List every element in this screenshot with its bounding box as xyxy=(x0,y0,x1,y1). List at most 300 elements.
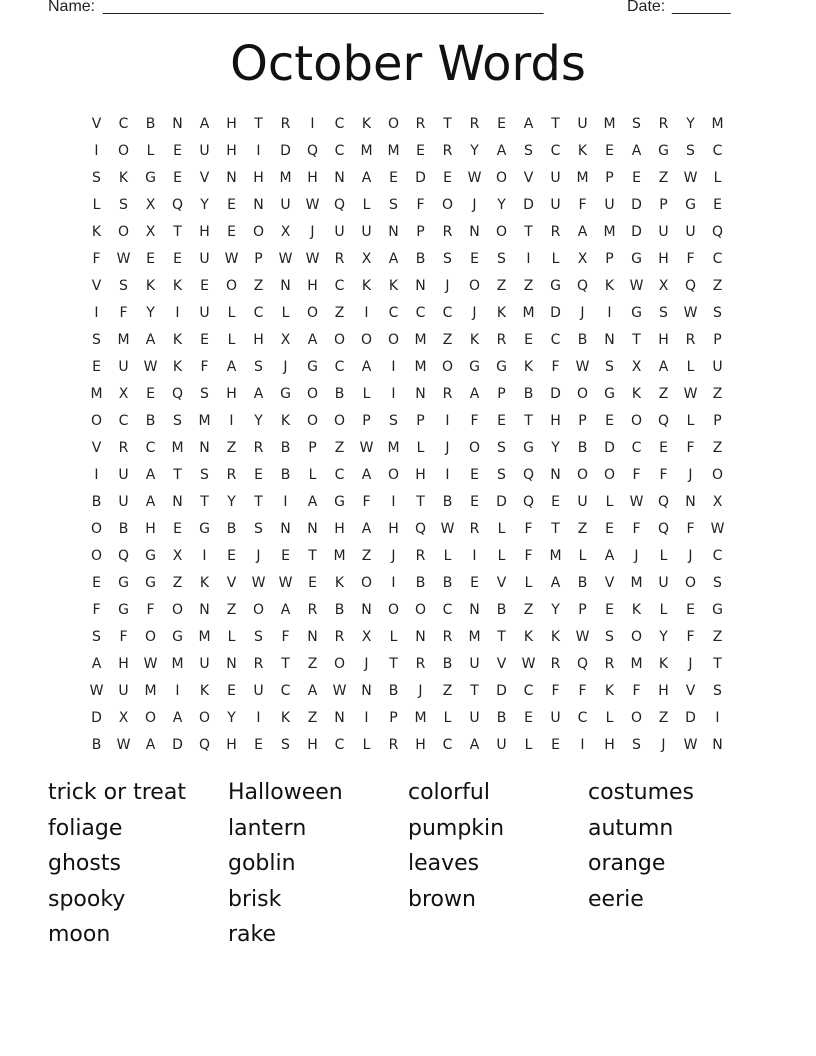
grid-letter[interactable]: T xyxy=(524,224,533,240)
grid-letter[interactable]: M xyxy=(522,305,535,321)
grid-letter[interactable]: M xyxy=(279,170,292,186)
grid-letter[interactable]: I xyxy=(94,467,99,483)
grid-letter[interactable]: K xyxy=(631,386,642,402)
grid-letter[interactable]: X xyxy=(118,710,129,726)
grid-letter[interactable]: O xyxy=(306,305,319,321)
grid-letter[interactable]: O xyxy=(387,467,400,483)
grid-letter[interactable]: T xyxy=(551,116,560,132)
grid-letter[interactable]: H xyxy=(658,332,669,348)
grid-letter[interactable]: G xyxy=(172,629,183,645)
grid-letter[interactable]: R xyxy=(469,521,480,537)
grid-letter[interactable]: S xyxy=(119,278,128,294)
grid-letter[interactable]: N xyxy=(334,710,345,726)
grid-letter[interactable]: H xyxy=(415,737,426,753)
grid-letter[interactable]: X xyxy=(712,494,723,510)
grid-letter[interactable]: E xyxy=(146,386,155,402)
grid-letter[interactable]: E xyxy=(254,737,263,753)
grid-letter[interactable]: I xyxy=(472,548,477,564)
grid-letter[interactable]: R xyxy=(334,629,345,645)
grid-letter[interactable]: Q xyxy=(198,737,211,753)
grid-letter[interactable]: C xyxy=(631,440,642,456)
grid-letter[interactable]: O xyxy=(333,656,346,672)
grid-letter[interactable]: R xyxy=(415,116,426,132)
grid-letter[interactable]: J xyxy=(580,305,585,321)
grid-letter[interactable]: Q xyxy=(117,548,130,564)
name-field[interactable]: _____________________________________________________ xyxy=(103,0,543,15)
grid-letter[interactable]: F xyxy=(524,548,533,564)
grid-letter[interactable]: N xyxy=(280,521,291,537)
grid-letter[interactable]: M xyxy=(171,656,184,672)
grid-letter[interactable]: G xyxy=(604,386,615,402)
grid-letter[interactable]: L xyxy=(443,548,452,564)
grid-letter[interactable]: I xyxy=(580,737,585,753)
grid-letter[interactable]: C xyxy=(442,737,453,753)
grid-letter[interactable]: F xyxy=(362,494,371,510)
grid-letter[interactable]: Z xyxy=(712,440,723,456)
grid-letter[interactable]: X xyxy=(145,197,156,213)
grid-letter[interactable]: M xyxy=(198,413,211,429)
grid-letter[interactable]: G xyxy=(307,359,318,375)
grid-letter[interactable]: U xyxy=(118,467,129,483)
grid-letter[interactable]: P xyxy=(713,413,722,429)
grid-letter[interactable]: M xyxy=(198,629,211,645)
grid-letter[interactable]: L xyxy=(146,143,155,159)
grid-letter[interactable]: Z xyxy=(307,656,318,672)
grid-letter[interactable]: O xyxy=(144,710,157,726)
grid-letter[interactable]: O xyxy=(603,467,616,483)
grid-letter[interactable]: R xyxy=(469,116,480,132)
grid-letter[interactable]: M xyxy=(387,143,400,159)
grid-letter[interactable]: U xyxy=(199,251,210,267)
grid-letter[interactable]: R xyxy=(415,656,426,672)
grid-letter[interactable]: F xyxy=(92,602,101,618)
grid-letter[interactable]: H xyxy=(307,170,318,186)
grid-letter[interactable]: L xyxy=(227,332,236,348)
grid-letter[interactable]: H xyxy=(388,521,399,537)
grid-letter[interactable]: F xyxy=(524,521,533,537)
grid-letter[interactable]: M xyxy=(630,575,643,591)
grid-letter[interactable]: O xyxy=(306,386,319,402)
grid-letter[interactable]: E xyxy=(308,575,317,591)
grid-letter[interactable]: T xyxy=(551,521,560,537)
grid-letter[interactable]: R xyxy=(550,656,561,672)
grid-letter[interactable]: L xyxy=(686,359,695,375)
grid-letter[interactable]: P xyxy=(416,224,425,240)
grid-letter[interactable]: W xyxy=(710,521,725,537)
grid-letter[interactable]: E xyxy=(92,359,101,375)
grid-letter[interactable]: O xyxy=(333,413,346,429)
grid-letter[interactable]: Z xyxy=(253,278,264,294)
grid-letter[interactable]: C xyxy=(253,305,264,321)
grid-letter[interactable]: N xyxy=(388,224,399,240)
grid-letter[interactable]: E xyxy=(254,467,263,483)
grid-letter[interactable]: K xyxy=(550,629,561,645)
grid-letter[interactable]: U xyxy=(712,359,723,375)
grid-letter[interactable]: D xyxy=(550,386,561,402)
grid-letter[interactable]: A xyxy=(145,494,156,510)
grid-letter[interactable]: Z xyxy=(442,332,453,348)
grid-letter[interactable]: Y xyxy=(227,494,236,510)
grid-letter[interactable]: B xyxy=(523,386,534,402)
grid-letter[interactable]: G xyxy=(118,602,129,618)
grid-letter[interactable]: R xyxy=(442,224,453,240)
grid-letter[interactable]: P xyxy=(416,413,425,429)
grid-letter[interactable]: B xyxy=(280,467,291,483)
grid-letter[interactable]: D xyxy=(496,683,507,699)
grid-letter[interactable]: K xyxy=(199,683,210,699)
grid-letter[interactable]: L xyxy=(686,413,695,429)
grid-letter[interactable]: C xyxy=(334,143,345,159)
grid-letter[interactable]: I xyxy=(607,305,612,321)
grid-letter[interactable]: K xyxy=(145,278,156,294)
grid-letter[interactable]: B xyxy=(577,332,588,348)
grid-letter[interactable]: W xyxy=(575,359,590,375)
grid-letter[interactable]: K xyxy=(496,305,507,321)
grid-letter[interactable]: U xyxy=(577,494,588,510)
grid-letter[interactable]: Y xyxy=(200,197,209,213)
grid-letter[interactable]: V xyxy=(604,575,615,591)
grid-letter[interactable]: M xyxy=(333,548,346,564)
grid-letter[interactable]: I xyxy=(364,305,369,321)
grid-letter[interactable]: J xyxy=(283,359,288,375)
grid-letter[interactable]: I xyxy=(526,251,531,267)
grid-letter[interactable]: D xyxy=(415,170,426,186)
grid-letter[interactable]: D xyxy=(91,710,102,726)
grid-letter[interactable]: S xyxy=(254,629,263,645)
grid-letter[interactable]: T xyxy=(389,656,398,672)
grid-letter[interactable]: W xyxy=(224,251,239,267)
grid-letter[interactable]: D xyxy=(172,737,183,753)
grid-letter[interactable]: C xyxy=(118,413,129,429)
grid-letter[interactable]: E xyxy=(146,251,155,267)
grid-letter[interactable]: Z xyxy=(658,386,669,402)
grid-letter[interactable]: L xyxy=(605,710,614,726)
grid-letter[interactable]: L xyxy=(416,440,425,456)
date-field[interactable]: _______ xyxy=(672,0,731,15)
word-search-grid[interactable] xyxy=(83,111,731,759)
grid-letter[interactable]: O xyxy=(333,332,346,348)
grid-letter[interactable]: E xyxy=(470,467,479,483)
grid-letter[interactable]: V xyxy=(91,116,102,132)
grid-letter[interactable]: K xyxy=(604,683,615,699)
grid-letter[interactable]: U xyxy=(334,224,345,240)
grid-letter[interactable]: O xyxy=(306,413,319,429)
grid-letter[interactable]: W xyxy=(683,170,698,186)
grid-letter[interactable]: Z xyxy=(523,602,534,618)
grid-letter[interactable]: Z xyxy=(577,521,588,537)
grid-letter[interactable]: E xyxy=(632,170,641,186)
grid-letter[interactable]: C xyxy=(712,548,723,564)
grid-letter[interactable]: E xyxy=(686,602,695,618)
grid-letter[interactable]: D xyxy=(280,143,291,159)
grid-letter[interactable]: S xyxy=(632,737,641,753)
grid-letter[interactable]: O xyxy=(90,521,103,537)
grid-letter[interactable]: A xyxy=(172,710,183,726)
grid-letter[interactable]: S xyxy=(497,440,506,456)
grid-letter[interactable]: N xyxy=(469,224,480,240)
grid-letter[interactable]: Y xyxy=(227,710,236,726)
grid-letter[interactable]: D xyxy=(631,197,642,213)
grid-letter[interactable]: V xyxy=(226,575,237,591)
grid-letter[interactable]: E xyxy=(200,278,209,294)
grid-letter[interactable]: L xyxy=(389,629,398,645)
grid-letter[interactable]: V xyxy=(199,170,210,186)
grid-letter[interactable]: B xyxy=(334,386,345,402)
grid-letter[interactable]: F xyxy=(632,683,641,699)
grid-letter[interactable]: J xyxy=(256,548,261,564)
grid-letter[interactable]: U xyxy=(604,197,615,213)
grid-letter[interactable]: H xyxy=(226,386,237,402)
grid-letter[interactable]: A xyxy=(496,143,507,159)
grid-letter[interactable]: I xyxy=(391,575,396,591)
grid-letter[interactable]: O xyxy=(441,359,454,375)
grid-letter[interactable]: O xyxy=(630,629,643,645)
grid-letter[interactable]: X xyxy=(118,386,129,402)
grid-letter[interactable]: W xyxy=(305,197,320,213)
grid-letter[interactable]: U xyxy=(685,224,696,240)
grid-letter[interactable]: C xyxy=(550,332,561,348)
grid-letter[interactable]: U xyxy=(577,116,588,132)
grid-letter[interactable]: S xyxy=(254,521,263,537)
grid-letter[interactable]: H xyxy=(226,143,237,159)
grid-letter[interactable]: K xyxy=(118,170,129,186)
grid-letter[interactable]: B xyxy=(145,116,156,132)
grid-letter[interactable]: A xyxy=(307,332,318,348)
grid-letter[interactable]: E xyxy=(524,710,533,726)
grid-letter[interactable]: N xyxy=(685,494,696,510)
grid-letter[interactable]: E xyxy=(713,197,722,213)
grid-letter[interactable]: Z xyxy=(658,170,669,186)
grid-letter[interactable]: B xyxy=(388,683,399,699)
grid-letter[interactable]: A xyxy=(91,656,102,672)
grid-letter[interactable]: E xyxy=(470,494,479,510)
grid-letter[interactable]: G xyxy=(145,170,156,186)
grid-letter[interactable]: Z xyxy=(658,710,669,726)
grid-letter[interactable]: N xyxy=(307,521,318,537)
grid-letter[interactable]: M xyxy=(90,386,103,402)
grid-letter[interactable]: Q xyxy=(414,521,427,537)
grid-letter[interactable]: R xyxy=(415,548,426,564)
grid-letter[interactable]: C xyxy=(712,251,723,267)
grid-letter[interactable]: F xyxy=(659,467,668,483)
grid-letter[interactable]: R xyxy=(280,116,291,132)
grid-letter[interactable]: O xyxy=(360,332,373,348)
grid-letter[interactable]: N xyxy=(226,656,237,672)
grid-letter[interactable]: S xyxy=(659,305,668,321)
grid-letter[interactable]: S xyxy=(92,629,101,645)
grid-letter[interactable]: M xyxy=(387,440,400,456)
grid-letter[interactable]: E xyxy=(497,116,506,132)
grid-letter[interactable]: C xyxy=(712,143,723,159)
grid-letter[interactable]: G xyxy=(523,440,534,456)
grid-letter[interactable]: A xyxy=(631,143,642,159)
grid-letter[interactable]: A xyxy=(280,602,291,618)
grid-letter[interactable]: E xyxy=(227,683,236,699)
grid-letter[interactable]: A xyxy=(523,116,534,132)
grid-letter[interactable]: K xyxy=(361,278,372,294)
grid-letter[interactable]: N xyxy=(415,386,426,402)
grid-letter[interactable]: G xyxy=(145,548,156,564)
grid-letter[interactable]: U xyxy=(550,170,561,186)
grid-letter[interactable]: E xyxy=(470,575,479,591)
grid-letter[interactable]: G xyxy=(199,521,210,537)
grid-letter[interactable]: H xyxy=(550,413,561,429)
grid-letter[interactable]: M xyxy=(117,332,130,348)
grid-letter[interactable]: T xyxy=(173,224,182,240)
grid-letter[interactable]: I xyxy=(256,710,261,726)
grid-letter[interactable]: I xyxy=(391,494,396,510)
grid-letter[interactable]: A xyxy=(604,548,615,564)
grid-letter[interactable]: A xyxy=(253,386,264,402)
grid-letter[interactable]: U xyxy=(469,656,480,672)
grid-letter[interactable]: L xyxy=(362,386,371,402)
grid-letter[interactable]: R xyxy=(226,467,237,483)
grid-letter[interactable]: O xyxy=(252,602,265,618)
grid-letter[interactable]: E xyxy=(281,548,290,564)
grid-letter[interactable]: T xyxy=(308,548,317,564)
grid-letter[interactable]: P xyxy=(605,251,614,267)
grid-letter[interactable]: E xyxy=(173,170,182,186)
grid-letter[interactable]: F xyxy=(578,197,587,213)
grid-letter[interactable]: A xyxy=(226,359,237,375)
grid-letter[interactable]: Z xyxy=(712,629,723,645)
grid-letter[interactable]: I xyxy=(283,494,288,510)
grid-letter[interactable]: E xyxy=(551,737,560,753)
grid-letter[interactable]: I xyxy=(445,413,450,429)
grid-letter[interactable]: E xyxy=(605,413,614,429)
grid-letter[interactable]: W xyxy=(683,305,698,321)
grid-letter[interactable]: Z xyxy=(334,440,345,456)
grid-letter[interactable]: T xyxy=(497,629,506,645)
grid-letter[interactable]: D xyxy=(604,440,615,456)
grid-letter[interactable]: O xyxy=(576,467,589,483)
grid-letter[interactable]: F xyxy=(92,251,101,267)
grid-letter[interactable]: A xyxy=(388,251,399,267)
grid-letter[interactable]: S xyxy=(524,143,533,159)
grid-letter[interactable]: R xyxy=(658,116,669,132)
grid-letter[interactable]: B xyxy=(145,413,156,429)
grid-letter[interactable]: F xyxy=(686,251,695,267)
grid-letter[interactable]: E xyxy=(659,440,668,456)
grid-letter[interactable]: R xyxy=(685,332,696,348)
grid-letter[interactable]: B xyxy=(91,494,102,510)
grid-letter[interactable]: F xyxy=(200,359,209,375)
grid-letter[interactable]: S xyxy=(254,359,263,375)
grid-letter[interactable]: E xyxy=(605,602,614,618)
grid-letter[interactable]: U xyxy=(199,305,210,321)
grid-letter[interactable]: Q xyxy=(657,494,670,510)
grid-letter[interactable]: Q xyxy=(657,521,670,537)
grid-letter[interactable]: L xyxy=(227,629,236,645)
grid-letter[interactable]: L xyxy=(524,575,533,591)
grid-letter[interactable]: X xyxy=(658,278,669,294)
grid-letter[interactable]: Z xyxy=(307,710,318,726)
grid-letter[interactable]: U xyxy=(118,359,129,375)
grid-letter[interactable]: F xyxy=(416,197,425,213)
grid-letter[interactable]: A xyxy=(361,521,372,537)
grid-letter[interactable]: H xyxy=(253,332,264,348)
grid-letter[interactable]: W xyxy=(305,251,320,267)
grid-letter[interactable]: N xyxy=(280,278,291,294)
grid-letter[interactable]: D xyxy=(523,197,534,213)
grid-letter[interactable]: L xyxy=(497,548,506,564)
grid-letter[interactable]: A xyxy=(199,116,210,132)
grid-letter[interactable]: L xyxy=(578,548,587,564)
grid-letter[interactable]: O xyxy=(414,602,427,618)
grid-letter[interactable]: A xyxy=(550,575,561,591)
grid-letter[interactable]: J xyxy=(688,548,693,564)
grid-letter[interactable]: P xyxy=(389,710,398,726)
grid-letter[interactable]: P xyxy=(605,170,614,186)
grid-letter[interactable]: N xyxy=(415,278,426,294)
grid-letter[interactable]: N xyxy=(712,737,723,753)
grid-letter[interactable]: S xyxy=(713,305,722,321)
grid-letter[interactable]: O xyxy=(360,575,373,591)
grid-letter[interactable]: M xyxy=(576,170,589,186)
grid-letter[interactable]: T xyxy=(254,116,263,132)
grid-letter[interactable]: A xyxy=(361,359,372,375)
grid-letter[interactable]: Q xyxy=(711,224,724,240)
grid-letter[interactable]: J xyxy=(445,278,450,294)
grid-letter[interactable]: U xyxy=(469,710,480,726)
grid-letter[interactable]: I xyxy=(445,467,450,483)
grid-letter[interactable]: X xyxy=(577,251,588,267)
grid-letter[interactable]: S xyxy=(605,629,614,645)
grid-letter[interactable]: Z xyxy=(361,548,372,564)
grid-letter[interactable]: H xyxy=(253,170,264,186)
grid-letter[interactable]: L xyxy=(497,521,506,537)
grid-letter[interactable]: R xyxy=(496,332,507,348)
grid-letter[interactable]: U xyxy=(199,143,210,159)
grid-letter[interactable]: Y xyxy=(146,305,155,321)
grid-letter[interactable]: S xyxy=(119,197,128,213)
grid-letter[interactable]: R xyxy=(604,656,615,672)
grid-letter[interactable]: K xyxy=(334,575,345,591)
grid-letter[interactable]: O xyxy=(576,386,589,402)
grid-letter[interactable]: Y xyxy=(497,197,506,213)
grid-letter[interactable]: I xyxy=(94,143,99,159)
grid-letter[interactable]: F xyxy=(632,521,641,537)
grid-letter[interactable]: P xyxy=(578,602,587,618)
grid-letter[interactable]: I xyxy=(391,386,396,402)
grid-letter[interactable]: S xyxy=(497,467,506,483)
grid-letter[interactable]: H xyxy=(307,737,318,753)
grid-letter[interactable]: T xyxy=(713,656,722,672)
grid-letter[interactable]: G xyxy=(145,575,156,591)
grid-letter[interactable]: J xyxy=(391,548,396,564)
grid-letter[interactable]: M xyxy=(360,143,373,159)
grid-letter[interactable]: E xyxy=(470,251,479,267)
grid-letter[interactable]: G xyxy=(280,386,291,402)
grid-letter[interactable]: V xyxy=(685,683,696,699)
grid-letter[interactable]: M xyxy=(630,656,643,672)
grid-letter[interactable]: J xyxy=(472,305,477,321)
grid-letter[interactable]: M xyxy=(468,629,481,645)
grid-letter[interactable]: S xyxy=(686,143,695,159)
grid-letter[interactable]: G xyxy=(658,143,669,159)
grid-letter[interactable]: H xyxy=(334,521,345,537)
grid-letter[interactable]: S xyxy=(389,413,398,429)
grid-letter[interactable]: W xyxy=(575,629,590,645)
grid-letter[interactable]: O xyxy=(171,602,184,618)
grid-letter[interactable]: W xyxy=(89,683,104,699)
grid-letter[interactable]: Y xyxy=(470,143,479,159)
grid-letter[interactable]: N xyxy=(199,602,210,618)
grid-letter[interactable]: B xyxy=(577,440,588,456)
grid-letter[interactable]: C xyxy=(577,710,588,726)
grid-letter[interactable]: I xyxy=(391,359,396,375)
grid-letter[interactable]: M xyxy=(414,332,427,348)
